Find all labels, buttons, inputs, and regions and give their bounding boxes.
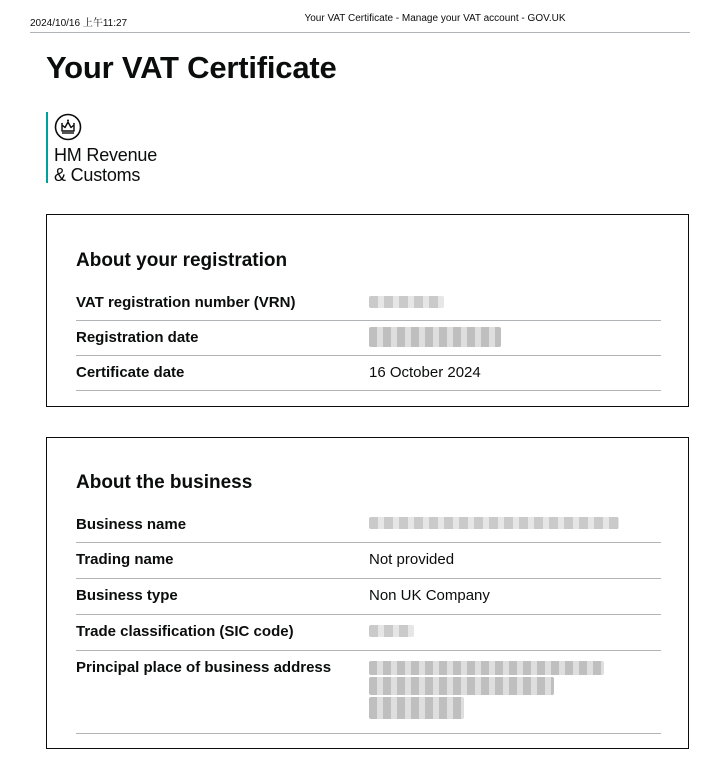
row-label: Trading name <box>76 551 174 568</box>
redacted-value <box>369 296 444 308</box>
row-value: 16 October 2024 <box>369 364 481 381</box>
logo-line-1: HM Revenue <box>54 145 158 165</box>
redacted-value <box>369 327 501 347</box>
business-panel <box>46 437 689 749</box>
summary-row-registration-date <box>76 321 661 356</box>
summary-row-business-address <box>76 651 661 734</box>
row-label: Business name <box>76 516 187 533</box>
summary-row-business-name <box>76 508 661 543</box>
page-title: Your VAT Certificate <box>46 50 337 85</box>
row-label: Principal place of business address <box>76 659 332 676</box>
header-divider <box>30 32 690 33</box>
redacted-value <box>369 517 619 529</box>
print-header <box>0 0 721 33</box>
print-page-title: Your VAT Certificate - Manage your VAT account - GOV.UK <box>304 13 566 24</box>
row-label: Business type <box>76 587 178 604</box>
summary-row-certificate-date <box>76 356 661 391</box>
row-label: Certificate date <box>76 364 185 381</box>
row-label: Registration date <box>76 329 199 346</box>
summary-row-trading-name <box>76 543 661 579</box>
print-date: 2024/10/16 上午11:27 <box>30 18 128 29</box>
registration-panel <box>46 214 689 407</box>
redacted-value <box>369 661 604 675</box>
summary-row-business-type <box>76 579 661 615</box>
logo-line-2: & Customs <box>54 165 141 185</box>
redacted-value <box>369 625 414 637</box>
crown-crest-icon <box>54 113 82 141</box>
summary-row-vrn <box>76 286 661 321</box>
row-value: Not provided <box>369 551 455 568</box>
row-label: VAT registration number (VRN) <box>76 294 296 311</box>
row-value: Non UK Company <box>369 587 490 604</box>
redacted-value <box>369 677 554 695</box>
row-label: Trade classification (SIC code) <box>76 623 294 640</box>
registration-heading: About your registration <box>76 250 288 271</box>
business-heading: About the business <box>76 472 253 493</box>
redacted-value <box>369 697 464 719</box>
hmrc-logo <box>46 112 157 183</box>
summary-row-sic-code <box>76 615 661 651</box>
